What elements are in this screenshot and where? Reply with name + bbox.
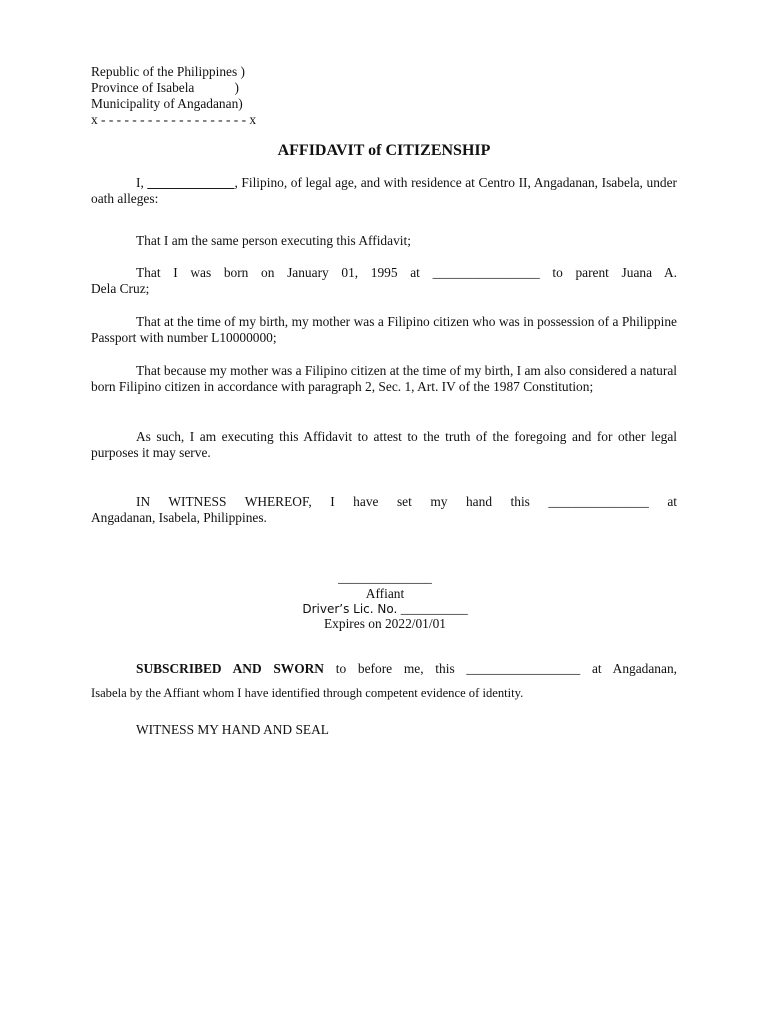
- paragraph-mother-citizen: That at the time of my birth, my mother was a Filipino citizen who was in possession of a Philippine Passport with number L10000000;: [91, 314, 677, 345]
- license-label: Driver’s Lic. No.: [302, 602, 398, 616]
- caption-province: Province of Isabela ): [91, 80, 239, 95]
- affiant-label: Affiant: [365, 586, 405, 601]
- caption-republic: Republic of the Philippines ): [91, 64, 245, 79]
- witness-line1: IN WITNESS WHEREOF, I have set my hand this _______________ at: [136, 494, 677, 509]
- paragraph-birth: [91, 265, 677, 297]
- caption-municipality: Municipality of Angadanan): [91, 96, 243, 111]
- subscribed-line1: [91, 661, 677, 677]
- affiant-expiry: Expires on 2022/01/01: [324, 616, 446, 631]
- paragraph-natural-born: That because my mother was a Filipino citizen at the time of my birth, I am also considered a natural born Filipino citizen in accordance with paragraph 2, Sec. 1, Art. IV of the 1987 Constitution;: [91, 363, 677, 394]
- subscribed-bold: SUBSCRIBED AND SWORN: [136, 661, 324, 676]
- paragraph-birth-line2: Dela Cruz;: [91, 281, 150, 296]
- intro-name-blank: _____________: [147, 175, 235, 190]
- paragraph-attest: As such, I am executing this Affidavit to attest to the truth of the foregoing and for other legal purposes it may serve.: [91, 429, 677, 460]
- caption-block: [91, 64, 411, 128]
- subscribed-rest: to before me, this _________________ at Angadanan,: [323, 661, 677, 676]
- intro-post: , Filipino, of legal age, and with residence at Centro II, Angadanan, Isabela, under oath alleges:: [91, 175, 677, 206]
- witness-paragraph: [91, 494, 677, 526]
- intro-pre: I,: [136, 175, 148, 190]
- affiant-license: [250, 601, 520, 617]
- witness-line2: Angadanan, Isabela, Philippines.: [91, 510, 267, 525]
- document-title: AFFIDAVIT of CITIZENSHIP: [277, 142, 491, 159]
- affiant-signature-line: ______________: [338, 570, 432, 585]
- closing-witness-hand-seal: WITNESS MY HAND AND SEAL: [136, 722, 329, 737]
- paragraph-birth-line1: That I was born on January 01, 1995 at ________________ to parent Juana A.: [136, 265, 677, 280]
- intro-paragraph: [91, 175, 677, 207]
- caption-separator: x - - - - - - - - - - - - - - - - - - - x: [91, 112, 257, 127]
- paragraph-same-person: That I am the same person executing this Affidavit;: [136, 233, 411, 248]
- subscribed-paragraph: [91, 661, 677, 701]
- subscribed-line2: Isabela by the Affiant whom I have identified through competent evidence of identity.: [91, 686, 524, 700]
- license-blank: __________: [400, 601, 468, 616]
